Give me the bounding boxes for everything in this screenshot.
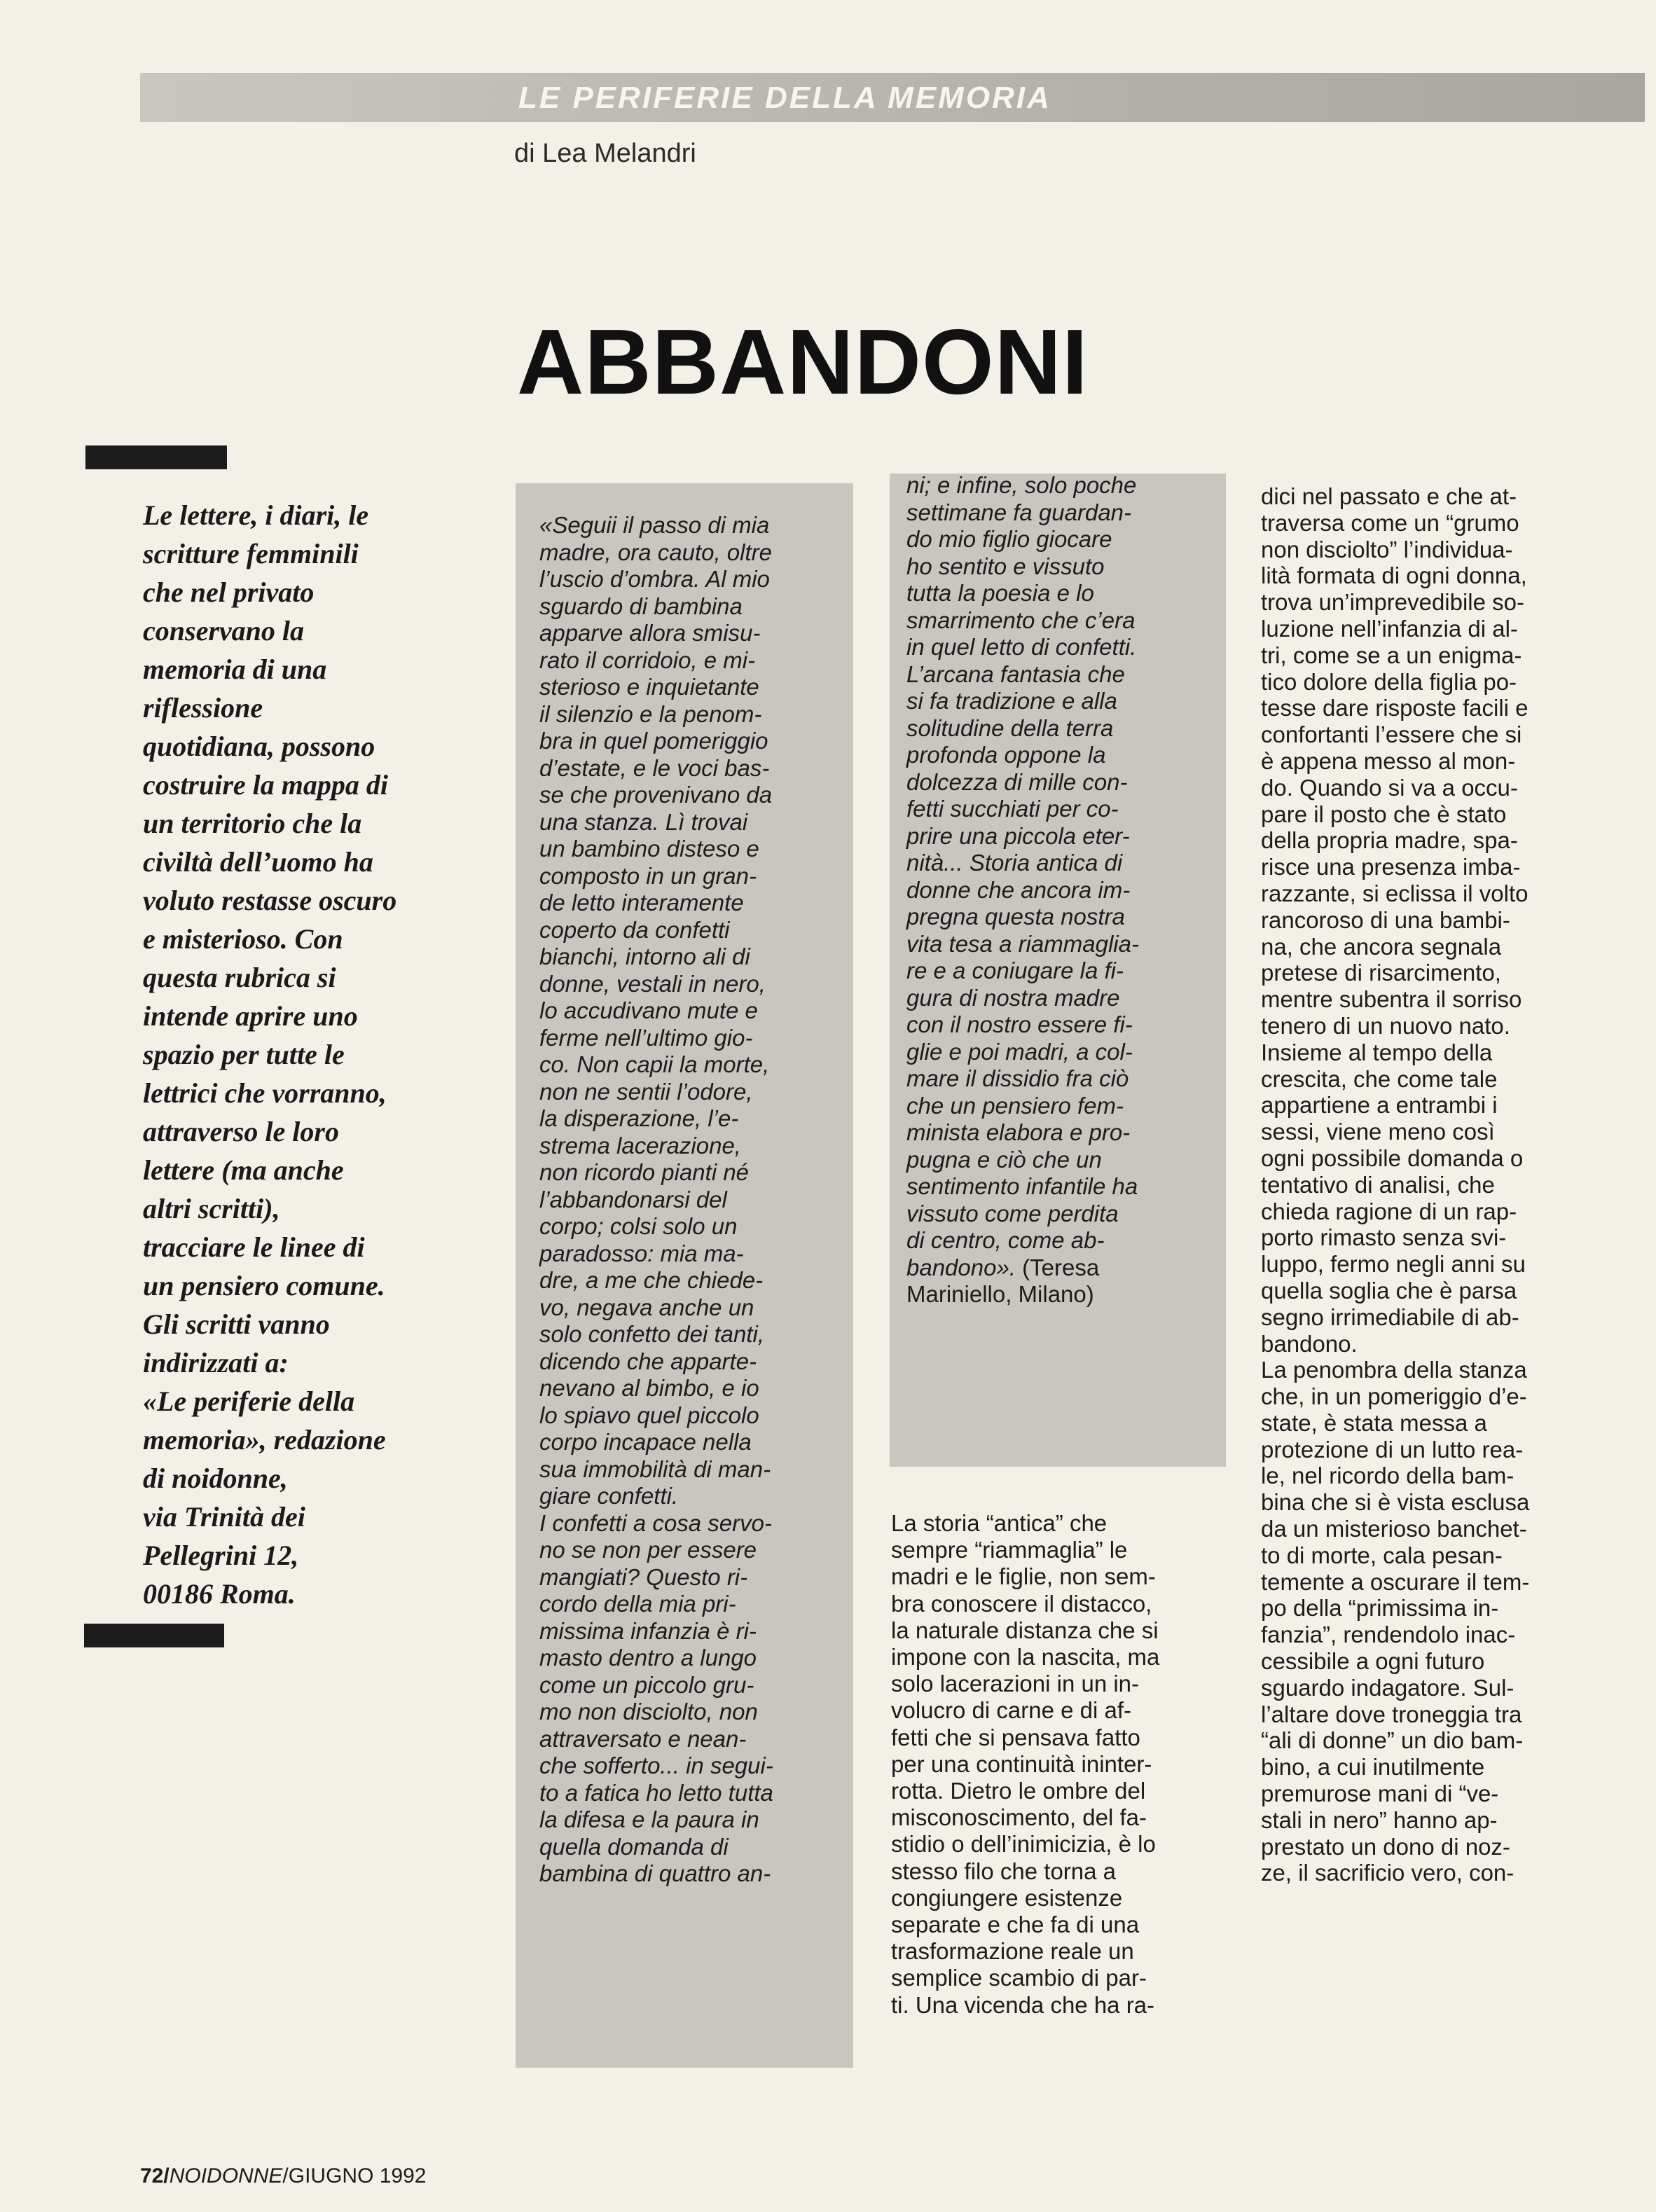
letter-column-2	[906, 472, 1222, 1308]
magazine-name: NOIDONNE	[169, 2164, 283, 2187]
article-column-4: dici nel passato e che at- traversa come un “grumo non disciolto” l’individua- lità formata di ogni donna, trova un’imprevedibile so- luzione nell’infanzia di al- tri, come se a un enigma- tico dolore della figlia po- tesse dare risposte facili e confortanti l’essere che si è appena messo al mon- do. Quando si va a occu- pare il posto che è stato della propria madre, spa- risce una presenza imba- razzante, si eclissa il volto rancoroso di una bambi- na, che ancora segnala pretese di risarcimento, mentre subentra il sorriso tenero di un nuovo nato. Insieme al tempo della crescita, che come tale appartiene a entrambi i sessi, viene meno così ogni possibile domanda o tentativo di analisi, che chieda ragione di un rap- porto rimasto senza svi- luppo, fermo negli anni su quella soglia che è parsa segno irrimediabile di ab- bandono. La penombra della stanza che, in un pomeriggio d’e- state, è stata messa a protezione di un lutto rea- le, nel ricordo della bam- bina che si è vista esclusa da un misterioso banchet- to di morte, cala pesan- temente a oscurare il tem- po della “primissima in- fanzia”, rendendolo inac- cessibile a ogni futuro sguardo indagatore. Sul- l’altare dove troneggia tra “ali di donne” un dio bam- bino, a cui inutilmente premurose mani di “ve- stali in nero” hanno ap- prestato un dono di noz- ze, il sacrificio vero, con-	[1261, 483, 1530, 1886]
article-column-3: La storia “antica” che sempre “riammaglia” le madri e le figlie, non sem- bra conoscere il distacco, la naturale distanza che si impone con la nascita, ma solo lacerazioni in un in- volucro di carne e di af- fetti che si pensava fatto per una continuità ininter- rotta. Dietro le ombre del misconoscimento, del fa- stidio o dell’inimicizia, è lo stesso filo che torna a congiungere esistenze separate e che fa di una trasformazione reale un semplice scambio di par- ti. Una vicenda che ha ra-	[891, 1510, 1160, 2018]
intro-top-bar	[85, 445, 227, 469]
letter-text: ni; e infine, solo poche settimane fa guardan- do mio figlio giocare ho sentito e vissuto tutta la poesia e lo smarrimento che c’era in quel letto di confetti. L’arcana fantasia che si fa tradizione e alla solitudine della terra profonda oppone la dolcezza di mille con- fetti succhiati per co- prire una piccola eter- nità... Storia antica di donne che ancora im- pregna questa nostra vita tesa a riammaglia- re e a coniugare la fi- gura di nostra madre con il nostro essere fi- glie e poi madri, a col- mare il dissidio fra ciò che un pensiero fem- minista elabora e pro- pugna e ciò che un sentimento infantile ha vissuto come perdita di centro, come ab- bandono».	[906, 472, 1139, 1280]
letter-column-1: «Seguii il passo di mia madre, ora cauto, oltre l’uscio d’ombra. Al mio sguardo di bambina apparve allora smisu- rato il corridoio, e mi- sterioso e inquietante il silenzio e la penom- bra in quel pomeriggio d’estate, e le voci bas- se che provenivano da una stanza. Lì trovai un bambino disteso e composto in un gran- de letto interamente coperto da confetti bianchi, intorno ali di donne, vestali in nero, lo accudivano mute e ferme nell’ultimo gio- co. Non capii la morte, non ne sentii l’odore, la disperazione, l’e- strema lacerazione, non ricordo pianti né l’abbandonarsi del corpo; colsi solo un paradosso: mia ma- dre, a me che chiede- vo, negava anche un solo confetto dei tanti, dicendo che apparte- nevano al bimbo, e io lo spiavo quel piccolo corpo incapace nella sua immobilità di man- giare confetti. I confetti a cosa servo- no se non per essere mangiati? Questo ri- cordo della mia pri- missima infanzia è ri- masto dentro a lungo come un piccolo gru- mo non disciolto, non attraversato e nean- che sofferto... in segui- to a fatica ho letto tutta la difesa e la paura in quella domanda di bambina di quattro an-	[539, 512, 773, 1886]
page-number: 72/	[140, 2164, 170, 2187]
page-footer	[140, 2164, 426, 2188]
headline: ABBANDONI	[517, 310, 1089, 413]
rubric-title: LE PERIFERIE DELLA MEMORIA	[518, 81, 1051, 115]
intro-bottom-bar	[84, 1624, 224, 1647]
letter-signature: (Teresa Mariniello, Milano)	[906, 1254, 1100, 1307]
intro-text: Le lettere, i diari, le scritture femminili che nel privato conservano la memoria di una riflessione quotidiana, possono costruire la mappa di un territorio che la civiltà dell’uomo ha voluto restasse oscuro e misterioso. Con questa rubrica si intende aprire uno spazio per tutte le lettrici che vorranno, attraverso le loro lettere (ma anche altri scritti), tracciare le linee di un pensiero comune. Gli scritti vanno indirizzati a: «Le periferie della memoria», redazione di noidonne, via Trinità dei Pellegrini 12, 00186 Roma.	[143, 499, 397, 1610]
issue-date: /GIUGNO 1992	[282, 2164, 427, 2187]
byline: di Lea Melandri	[514, 139, 696, 168]
